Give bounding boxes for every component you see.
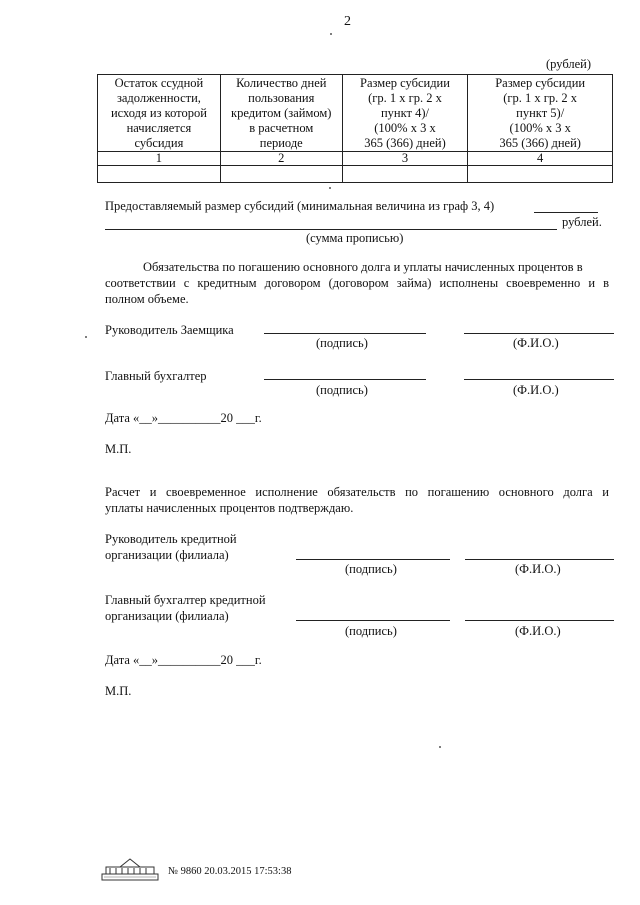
table-cell[interactable] <box>220 166 342 183</box>
name-caption: (Ф.И.О.) <box>513 383 559 397</box>
confirmation-line-2: уплаты начисленных процентов подтверждаю. <box>105 501 354 515</box>
units-label: (рублей) <box>546 57 592 71</box>
bank-date: Дата «__»__________20 ___г. <box>105 653 262 667</box>
borrower-date: Дата «__»__________20 ___г. <box>105 411 262 425</box>
borrower-seal: М.П. <box>105 442 132 456</box>
table-column-number: 1 <box>98 152 221 166</box>
building-logo-icon <box>100 856 160 882</box>
borrower-chief-accountant-label: Главный бухгалтер <box>105 369 207 383</box>
borrower-accountant-signature-field[interactable] <box>264 379 426 380</box>
table-header-cell: Размер субсидии (гр. 1 х гр. 2 х пункт 4)/ (100% х 3 х 365 (366) дней) <box>342 75 468 152</box>
name-caption: (Ф.И.О.) <box>515 624 561 638</box>
borrower-accountant-name-field[interactable] <box>464 379 614 380</box>
table-column-number: 2 <box>220 152 342 166</box>
bank-accountant-name-field[interactable] <box>465 620 614 621</box>
obligations-line-1: Обязательства по погашению основного долга и уплаты начисленных процентов в <box>143 260 583 274</box>
table-cell[interactable] <box>468 166 613 183</box>
scan-speck <box>329 187 331 189</box>
scan-speck <box>439 746 441 748</box>
bank-accountant-label-line-1: Главный бухгалтер кредитной <box>105 593 266 607</box>
name-caption: (Ф.И.О.) <box>515 562 561 576</box>
bank-head-label-line-2: организации (филиала) <box>105 548 229 562</box>
document-registration-stamp: № 9860 20.03.2015 17:53:38 <box>168 866 292 877</box>
table-header-cell: Размер субсидии (гр. 1 х гр. 2 х пункт 5)/ (100% х 3 х 365 (366) дней) <box>468 75 613 152</box>
bank-head-label-line-1: Руководитель кредитной <box>105 532 237 546</box>
table-row <box>98 166 613 183</box>
bank-accountant-signature-field[interactable] <box>296 620 450 621</box>
signature-caption: (подпись) <box>316 383 368 397</box>
bank-accountant-label-line-2: организации (филиала) <box>105 609 229 623</box>
signature-caption: (подпись) <box>316 336 368 350</box>
obligations-line-2: соответствии с кредитным договором (договором займа) исполнены своевременно и в <box>105 276 609 290</box>
name-caption: (Ф.И.О.) <box>513 336 559 350</box>
borrower-head-name-field[interactable] <box>464 333 614 334</box>
table-column-number: 4 <box>468 152 613 166</box>
bank-seal: М.П. <box>105 684 132 698</box>
table-cell[interactable] <box>98 166 221 183</box>
subsidy-amount-field[interactable] <box>534 212 598 213</box>
table-header-row <box>98 75 613 152</box>
confirmation-line-1: Расчет и своевременное исполнение обязательств по погашению основного долга и <box>105 485 609 499</box>
scan-speck <box>85 336 87 338</box>
scan-speck <box>330 33 332 35</box>
obligations-line-3: полном объеме. <box>105 292 189 306</box>
table-column-number: 3 <box>342 152 468 166</box>
subsidy-amount-label: Предоставляемый размер субсидий (минимальная величина из граф 3, 4) <box>105 199 495 213</box>
borrower-head-label: Руководитель Заемщика <box>105 323 234 337</box>
subsidy-table <box>97 74 613 183</box>
sum-in-words-caption: (сумма прописью) <box>306 231 404 245</box>
table-column-number-row <box>98 152 613 166</box>
table-cell[interactable] <box>342 166 468 183</box>
signature-caption: (подпись) <box>345 562 397 576</box>
borrower-head-signature-field[interactable] <box>264 333 426 334</box>
bank-head-signature-field[interactable] <box>296 559 450 560</box>
page-number: 2 <box>344 14 351 29</box>
signature-caption: (подпись) <box>345 624 397 638</box>
rubles-label: рублей. <box>562 215 602 229</box>
table-header-cell: Остаток ссудной задолженности, исходя из которой начисляется субсидия <box>98 75 221 152</box>
bank-head-name-field[interactable] <box>465 559 614 560</box>
table-header-cell: Количество дней пользования кредитом (займом) в расчетном периоде <box>220 75 342 152</box>
